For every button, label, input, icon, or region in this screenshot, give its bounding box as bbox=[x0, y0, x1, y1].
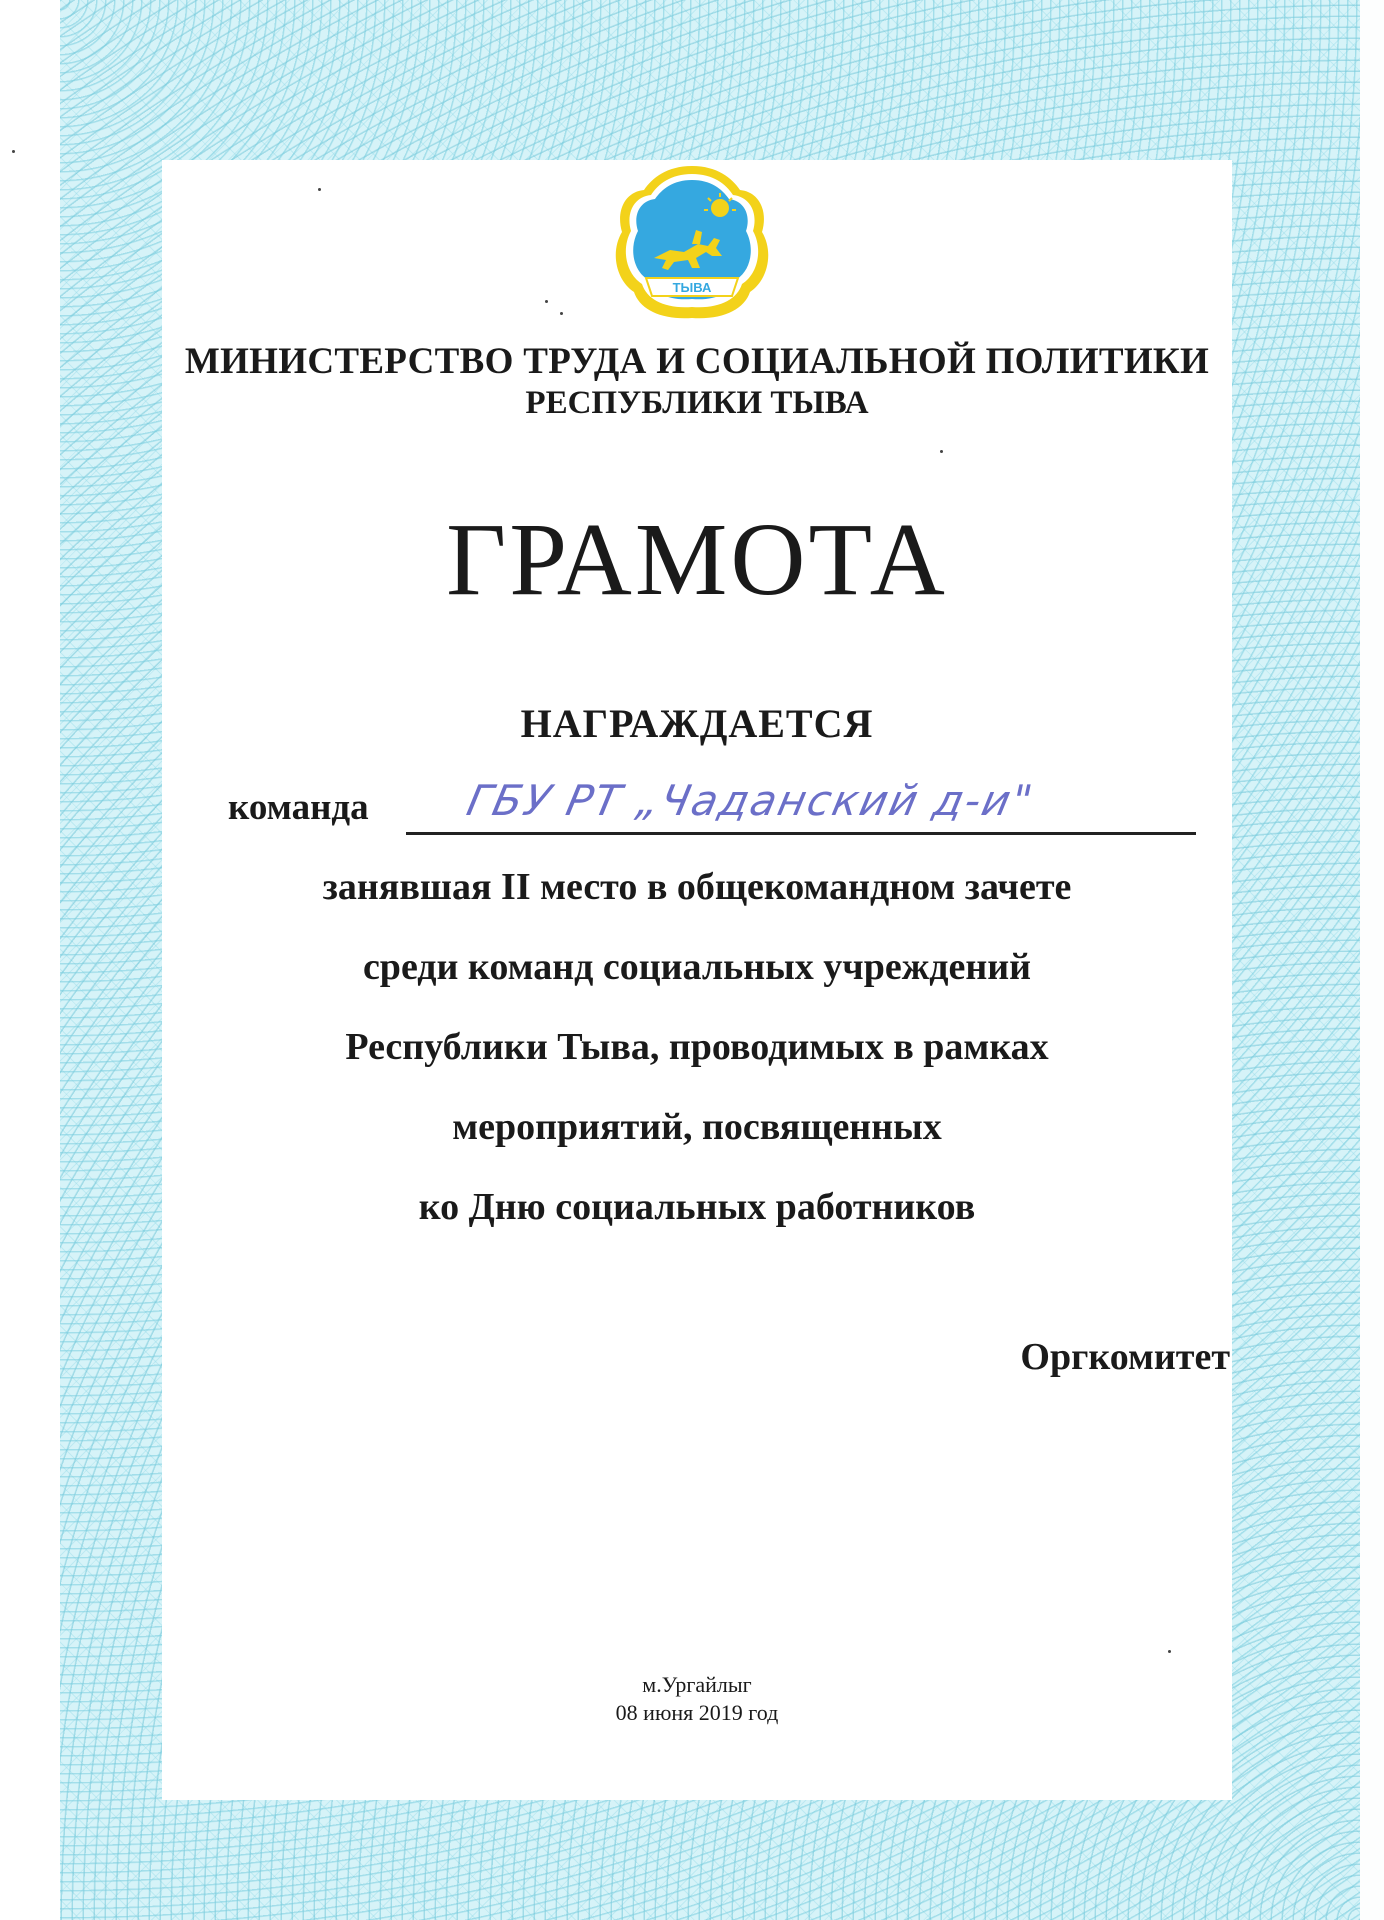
emblem-sun bbox=[711, 199, 729, 217]
team-name-handwritten: ГБУ РТ „Чаданский д-и" bbox=[462, 776, 1039, 825]
document-title: ГРАМОТА bbox=[446, 502, 948, 617]
body-line-5: ко Дню социальных работников bbox=[418, 1186, 976, 1228]
body-line-4: мероприятий, посвященных bbox=[452, 1106, 942, 1148]
body-line-3: Республики Тыва, проводимых в рамках bbox=[345, 1026, 1049, 1068]
organizing-committee: Оргкомитет bbox=[1020, 1336, 1230, 1378]
team-label: команда bbox=[228, 787, 369, 828]
footer-place: м.Ургайлыг bbox=[642, 1672, 752, 1697]
scan-speck bbox=[940, 450, 943, 453]
team-name-underline bbox=[406, 832, 1196, 835]
body-line-2: среди команд социальных учреждений bbox=[362, 946, 1032, 988]
scan-speck bbox=[1168, 1650, 1171, 1653]
emblem-banner-text: ТЫВА bbox=[672, 280, 712, 295]
ministry-name-line2: РЕСПУБЛИКИ ТЫВА bbox=[525, 385, 869, 421]
scan-speck bbox=[545, 300, 548, 303]
ministry-name-line1: МИНИСТЕРСТВО ТРУДА И СОЦИАЛЬНОЙ ПОЛИТИКИ bbox=[184, 341, 1210, 382]
scan-speck bbox=[12, 150, 15, 153]
footer-date: 08 июня 2019 год bbox=[615, 1700, 779, 1725]
scan-speck bbox=[560, 312, 563, 315]
scan-speck bbox=[318, 188, 321, 191]
tuva-emblem bbox=[612, 160, 772, 330]
team-row bbox=[228, 776, 1218, 840]
awarded-heading: НАГРАЖДАЕТСЯ bbox=[520, 701, 874, 746]
scan-margin bbox=[0, 0, 60, 1920]
body-line-1: занявшая II место в общекомандном зачете bbox=[322, 866, 1072, 908]
